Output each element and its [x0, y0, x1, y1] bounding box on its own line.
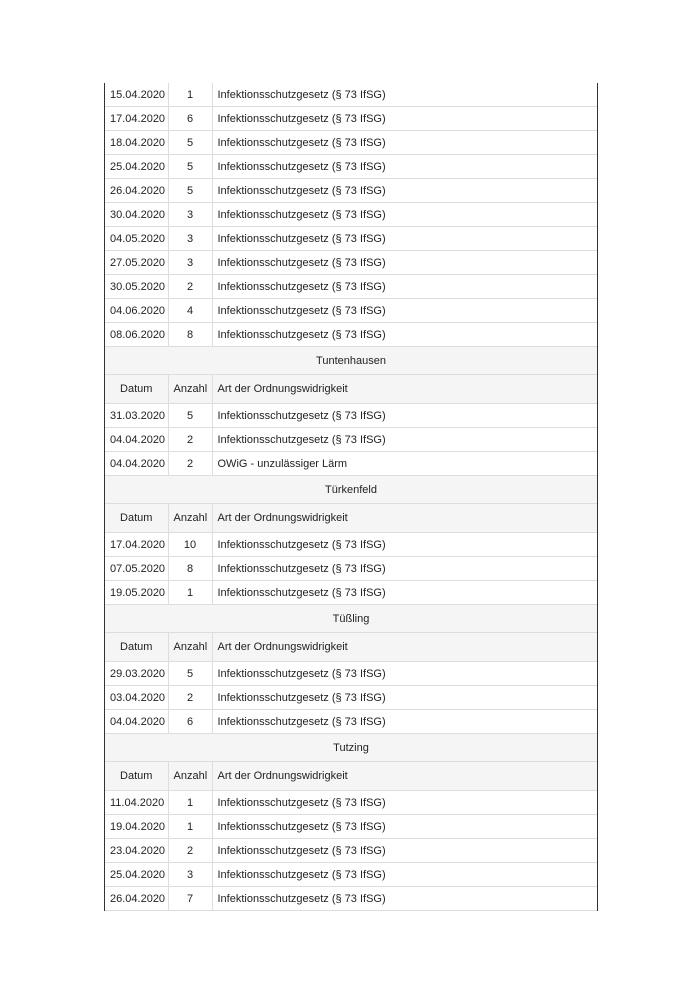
cell-count: 8	[168, 557, 212, 581]
cell-date: 19.05.2020	[105, 581, 168, 605]
column-header-date: Datum	[105, 504, 168, 533]
table-row	[105, 299, 597, 323]
cell-date: 26.04.2020	[105, 887, 168, 911]
column-header-date: Datum	[105, 375, 168, 404]
cell-violation-type: Infektionsschutzgesetz (§ 73 IfSG)	[212, 203, 597, 227]
cell-violation-type: Infektionsschutzgesetz (§ 73 IfSG)	[212, 83, 597, 107]
column-header-row	[105, 375, 597, 404]
table-row	[105, 107, 597, 131]
cell-count: 2	[168, 686, 212, 710]
cell-violation-type: Infektionsschutzgesetz (§ 73 IfSG)	[212, 155, 597, 179]
cell-count: 8	[168, 323, 212, 347]
cell-violation-type: Infektionsschutzgesetz (§ 73 IfSG)	[212, 710, 597, 734]
cell-violation-type: Infektionsschutzgesetz (§ 73 IfSG)	[212, 815, 597, 839]
cell-count: 2	[168, 428, 212, 452]
cell-date: 29.03.2020	[105, 662, 168, 686]
table-row	[105, 887, 597, 911]
cell-date: 17.04.2020	[105, 533, 168, 557]
table-row	[105, 203, 597, 227]
cell-date: 31.03.2020	[105, 404, 168, 428]
cell-date: 30.05.2020	[105, 275, 168, 299]
cell-count: 4	[168, 299, 212, 323]
table-row	[105, 533, 597, 557]
violations-table-body	[105, 83, 597, 911]
cell-date: 30.04.2020	[105, 203, 168, 227]
cell-count: 5	[168, 131, 212, 155]
cell-date: 04.05.2020	[105, 227, 168, 251]
cell-date: 25.04.2020	[105, 155, 168, 179]
cell-count: 3	[168, 863, 212, 887]
cell-date: 11.04.2020	[105, 791, 168, 815]
cell-violation-type: Infektionsschutzgesetz (§ 73 IfSG)	[212, 557, 597, 581]
column-header-type: Art der Ordnungswidrigkeit	[212, 633, 597, 662]
cell-violation-type: Infektionsschutzgesetz (§ 73 IfSG)	[212, 275, 597, 299]
column-header-count: Anzahl	[168, 504, 212, 533]
cell-date: 17.04.2020	[105, 107, 168, 131]
cell-violation-type: Infektionsschutzgesetz (§ 73 IfSG)	[212, 323, 597, 347]
cell-violation-type: Infektionsschutzgesetz (§ 73 IfSG)	[212, 227, 597, 251]
column-header-type: Art der Ordnungswidrigkeit	[212, 375, 597, 404]
cell-date: 23.04.2020	[105, 839, 168, 863]
cell-violation-type: Infektionsschutzgesetz (§ 73 IfSG)	[212, 839, 597, 863]
cell-count: 5	[168, 155, 212, 179]
table-row	[105, 815, 597, 839]
cell-date: 19.04.2020	[105, 815, 168, 839]
cell-violation-type: Infektionsschutzgesetz (§ 73 IfSG)	[212, 863, 597, 887]
cell-violation-type: Infektionsschutzgesetz (§ 73 IfSG)	[212, 107, 597, 131]
cell-violation-type: Infektionsschutzgesetz (§ 73 IfSG)	[212, 251, 597, 275]
cell-count: 3	[168, 251, 212, 275]
table-row	[105, 791, 597, 815]
cell-date: 04.04.2020	[105, 428, 168, 452]
table-row	[105, 452, 597, 476]
cell-count: 5	[168, 404, 212, 428]
table-row	[105, 251, 597, 275]
cell-date: 04.04.2020	[105, 452, 168, 476]
municipality-group-header	[105, 605, 597, 633]
column-header-count: Anzahl	[168, 375, 212, 404]
cell-date: 18.04.2020	[105, 131, 168, 155]
cell-violation-type: Infektionsschutzgesetz (§ 73 IfSG)	[212, 179, 597, 203]
cell-date: 27.05.2020	[105, 251, 168, 275]
violations-table-container	[104, 83, 598, 911]
column-header-row	[105, 762, 597, 791]
cell-count: 5	[168, 662, 212, 686]
cell-violation-type: Infektionsschutzgesetz (§ 73 IfSG)	[212, 791, 597, 815]
table-row	[105, 275, 597, 299]
table-row	[105, 155, 597, 179]
table-row	[105, 428, 597, 452]
column-header-row	[105, 633, 597, 662]
cell-count: 10	[168, 533, 212, 557]
cell-date: 04.04.2020	[105, 710, 168, 734]
column-header-count: Anzahl	[168, 762, 212, 791]
cell-count: 2	[168, 452, 212, 476]
municipality-name: Tüßling	[105, 605, 597, 633]
cell-count: 1	[168, 83, 212, 107]
cell-count: 3	[168, 227, 212, 251]
cell-count: 2	[168, 275, 212, 299]
cell-count: 2	[168, 839, 212, 863]
table-row	[105, 404, 597, 428]
cell-date: 26.04.2020	[105, 179, 168, 203]
column-header-date: Datum	[105, 762, 168, 791]
column-header-type: Art der Ordnungswidrigkeit	[212, 762, 597, 791]
municipality-name: Tutzing	[105, 734, 597, 762]
cell-count: 1	[168, 581, 212, 605]
cell-count: 6	[168, 107, 212, 131]
table-row	[105, 581, 597, 605]
cell-date: 08.06.2020	[105, 323, 168, 347]
cell-count: 5	[168, 179, 212, 203]
cell-date: 25.04.2020	[105, 863, 168, 887]
column-header-date: Datum	[105, 633, 168, 662]
cell-violation-type: Infektionsschutzgesetz (§ 73 IfSG)	[212, 887, 597, 911]
cell-violation-type: Infektionsschutzgesetz (§ 73 IfSG)	[212, 428, 597, 452]
cell-date: 03.04.2020	[105, 686, 168, 710]
cell-count: 1	[168, 815, 212, 839]
column-header-type: Art der Ordnungswidrigkeit	[212, 504, 597, 533]
cell-violation-type: Infektionsschutzgesetz (§ 73 IfSG)	[212, 662, 597, 686]
cell-count: 3	[168, 203, 212, 227]
cell-date: 15.04.2020	[105, 83, 168, 107]
table-row	[105, 839, 597, 863]
cell-violation-type: Infektionsschutzgesetz (§ 73 IfSG)	[212, 404, 597, 428]
table-row	[105, 179, 597, 203]
cell-violation-type: OWiG - unzulässiger Lärm	[212, 452, 597, 476]
cell-violation-type: Infektionsschutzgesetz (§ 73 IfSG)	[212, 581, 597, 605]
column-header-count: Anzahl	[168, 633, 212, 662]
table-row	[105, 686, 597, 710]
cell-date: 04.06.2020	[105, 299, 168, 323]
table-row	[105, 863, 597, 887]
municipality-group-header	[105, 476, 597, 504]
cell-violation-type: Infektionsschutzgesetz (§ 73 IfSG)	[212, 299, 597, 323]
table-row	[105, 710, 597, 734]
cell-count: 6	[168, 710, 212, 734]
municipality-group-header	[105, 347, 597, 375]
table-row	[105, 131, 597, 155]
column-header-row	[105, 504, 597, 533]
municipality-name: Tuntenhausen	[105, 347, 597, 375]
table-row	[105, 83, 597, 107]
cell-violation-type: Infektionsschutzgesetz (§ 73 IfSG)	[212, 131, 597, 155]
cell-date: 07.05.2020	[105, 557, 168, 581]
violations-table	[105, 83, 597, 911]
cell-count: 1	[168, 791, 212, 815]
table-row	[105, 557, 597, 581]
municipality-group-header	[105, 734, 597, 762]
table-row	[105, 323, 597, 347]
table-row	[105, 227, 597, 251]
cell-violation-type: Infektionsschutzgesetz (§ 73 IfSG)	[212, 686, 597, 710]
municipality-name: Türkenfeld	[105, 476, 597, 504]
cell-violation-type: Infektionsschutzgesetz (§ 73 IfSG)	[212, 533, 597, 557]
table-row	[105, 662, 597, 686]
cell-count: 7	[168, 887, 212, 911]
